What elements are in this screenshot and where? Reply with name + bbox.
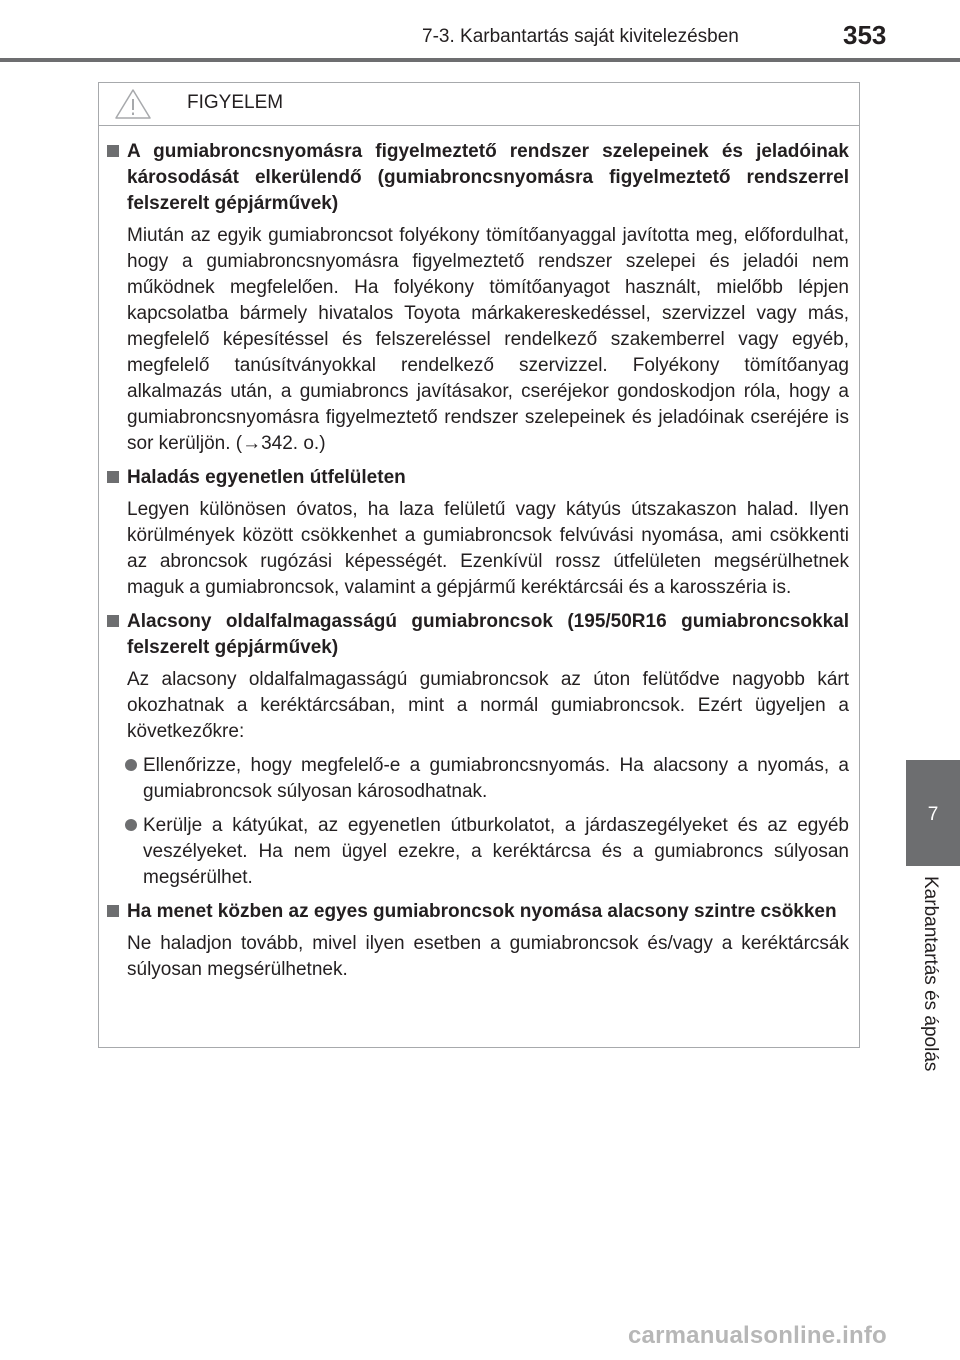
warning-body — [99, 139, 859, 991]
square-bullet-icon — [107, 615, 119, 627]
chapter-tab — [906, 760, 960, 866]
bullet-text: Kerülje a kátyúkat, az egyenetlen útburkolatot, a járdaszegélyeket és az egyéb veszélyeket. Ha nem ügyel ezekre, a keréktárcsa és a gumiabroncs súlyosan megsérülhet. — [143, 815, 849, 888]
square-bullet-icon — [107, 471, 119, 483]
warning-item — [103, 139, 849, 457]
chapter-label: Karbantartás és ápolás — [920, 876, 941, 1072]
watermark: carmanualsonline.info — [628, 1322, 887, 1349]
chapter-number: 7 — [927, 804, 939, 825]
warning-header — [99, 83, 859, 126]
list-item — [103, 813, 849, 891]
item-text: Az alacsony oldalfalmagasságú gumiabroncsok az úton felütődve nagyobb kárt okozhatnak a keréktárcsában, mint a normál gumiabroncsok. Ezért ügyeljen a következőkre: — [127, 669, 849, 742]
warning-title: FIGYELEM — [187, 92, 284, 113]
item-heading: A gumiabroncsnyomásra figyelmeztető rendszer szelepeinek és jeladóinak károsodását elkerülendő (gumiabroncsnyomásra figyelmeztető rendszerrel felszerelt gépjárművek) — [127, 141, 849, 214]
item-text: Ne haladjon tovább, mivel ilyen esetben a gumiabroncsok és/vagy a keréktárcsák súlyosan megsérülhetnek. — [127, 933, 849, 980]
item-text: Miután az egyik gumiabroncsot folyékony tömítőanyaggal javította meg, előfordulhat, hogy a gumiabroncsnyomásra figyelmeztető rendszer szelepei és jeladói nem működnek megfelelően. Ha folyékony tömítőanyagot használt, mielőbb lépjen kapcsolatba bármely hivatalos Toyota márkakereskedéssel, szervizzel vagy más, megfelelő képesítéssel és felszereléssel rendelkező szakemberrel vagy egyéb, megfelelő tanúsítványokkal rendelkező szervizzel. Folyékony tömítőanyag alkalmazás után, a gumiabroncs javításakor, cseréjekor gondoskodjon róla, hogy a gumiabroncsnyomásra figyelmeztető rendszer szelepeinek és jeladóinak cseréjére is sor kerüljön. (→342. o.) — [127, 225, 849, 454]
header-divider — [0, 58, 960, 62]
item-text: Legyen különösen óvatos, ha laza felületű vagy kátyús útszakaszon halad. Ilyen körülmények között csökkenhet a gumiabroncsok felvúvási nyomása, ami csökkenti az abroncsok rugózási képességét. Ezenkívül rossz útfelületen megsérülhetnek maguk a gumiabroncsok, valamint a gépjármű keréktárcsái és a karosszéria is. — [127, 499, 849, 598]
list-item — [103, 753, 849, 805]
circle-bullet-icon — [125, 759, 137, 771]
section-title: 7-3. Karbantartás saját kivitelezésben — [422, 26, 739, 47]
warning-triangle-icon — [114, 88, 152, 120]
warning-box — [98, 82, 860, 1048]
bullet-text: Ellenőrizze, hogy megfelelő-e a gumiabroncsnyomás. Ha alacsony a nyomás, a gumiabroncsok súlyosan károsodhatnak. — [143, 755, 849, 802]
warning-item — [103, 609, 849, 891]
warning-item — [103, 899, 849, 983]
item-heading: Alacsony oldalfalmagasságú gumiabroncsok (195/50R16 gumiabroncsokkal felszerelt gépjárművek) — [127, 611, 849, 658]
warning-item — [103, 465, 849, 601]
square-bullet-icon — [107, 905, 119, 917]
item-heading: Haladás egyenetlen útfelületen — [127, 467, 406, 488]
page-number: 353 — [843, 20, 887, 50]
item-heading: Ha menet közben az egyes gumiabroncsok nyomása alacsony szintre csökken — [127, 901, 837, 922]
square-bullet-icon — [107, 145, 119, 157]
circle-bullet-icon — [125, 819, 137, 831]
